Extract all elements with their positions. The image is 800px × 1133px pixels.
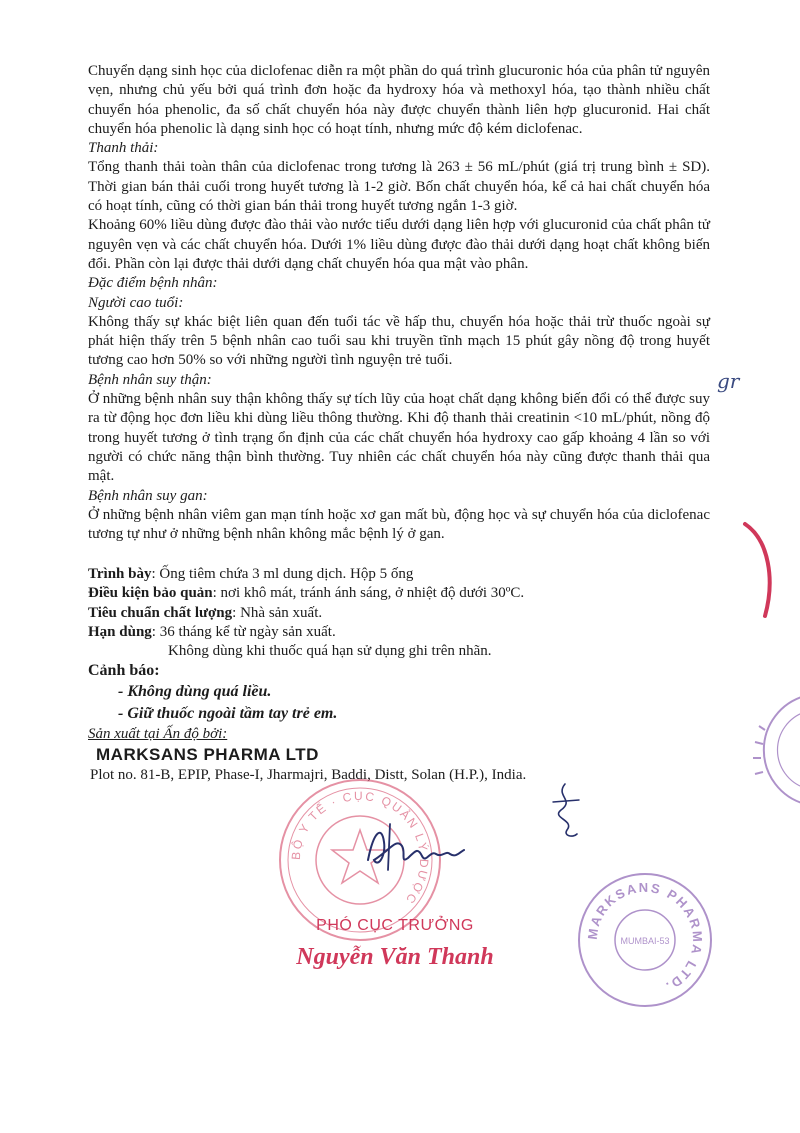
paragraph-renal-impairment: Ở những bệnh nhân suy thận không thấy sự tích lũy của hoạt chất dạng không biến đổi có thể được suy ra từ động học đơn liều khi dùng liều thông thường. Khi độ thanh thải creatinin <10 mL/phút, nồng độ trong huyết tương ở tình trạng ổn định của các chất chuyển hóa hydroxy cao gấp khoảng 4 lần so với người có chức năng thận bình thường. Tuy nhiên các chất chuyển hóa này cũng được thanh thải qua mật. xyxy=(88,391,710,485)
paragraph-total-clearance: Tổng thanh thải toàn thân của diclofenac trong tương là 263 ± 56 mL/phút (giá trị trung bình ± SD). Thời gian bán thải cuối trong huyết tương là 1-2 giờ. Bốn chất chuyển hóa, kể cả hai chất chuyển hóa có hoạt tính, cũng có thời gian bán thải trong huyết tương ngắn 1-3 giờ. xyxy=(88,159,710,215)
margin-note-icon xyxy=(715,368,755,394)
manufacturer-label: Sản xuất tại Ấn độ bởi: xyxy=(88,725,228,742)
heading-patient-characteristics: Đặc điểm bệnh nhân: xyxy=(88,275,218,292)
expiry-note: Không dùng khi thuốc quá hạn sử dụng ghi trên nhãn. xyxy=(168,643,492,660)
company-stamp-center: MUMBAI-53 xyxy=(620,936,670,946)
company-stamp-text: MARKSANS PHARMA LTD. xyxy=(584,879,706,996)
heading-elderly: Người cao tuổi: xyxy=(88,294,184,311)
expiry-label: Hạn dùng xyxy=(88,623,152,640)
company-stamp-icon xyxy=(575,870,715,1010)
margin-note-text: gr xyxy=(717,369,740,393)
heading-hepatic-impairment: Bệnh nhân suy gan: xyxy=(88,487,208,504)
expiry-row xyxy=(88,623,710,642)
paragraph-elderly: Không thấy sự khác biệt liên quan đến tuổi tác về hấp thu, chuyển hóa hoặc thải trừ thuốc ngoài sự phát hiện thấy trên 5 bệnh nhân cao tuổi sau khi truyền tĩnh mạch 15 phút gây nồng độ trong huyết tương cao hơn 50% so với những người tình nguyện trẻ tuổi. xyxy=(88,313,710,369)
paragraph-elimination: Khoảng 60% liều dùng được đào thải vào nước tiểu dưới dạng liên hợp với glucuronid của chất phân tử nguyên vẹn và các chất chuyển hóa. Dưới 1% liều dùng được đào thải dưới dạng hoạt chất không biến đổi. Phần còn lại được thải dưới dạng chất chuyển hóa qua mật vào phân. xyxy=(88,217,710,272)
pharmacokinetics-section xyxy=(88,62,710,544)
quality-label: Tiêu chuẩn chất lượng xyxy=(88,604,233,621)
presentation-label: Trình bày xyxy=(88,566,152,582)
edge-stamp-icon xyxy=(735,690,800,810)
quality-value: : Nhà sản xuất. xyxy=(232,604,323,621)
quality-row xyxy=(88,604,710,623)
paragraph-biotransformation: Chuyển dạng sinh học của diclofenac diễn ra một phần do quá trình glucuronic hóa của phân tử nguyên vẹn, nhưng chủ yếu bởi quá trình đơn hoặc đa hydroxy hóa và methoxyl hóa, tạo thành nhiều chất chuyển hóa phenolic, đa số chất chuyển hóa này được chuyển thành liên hợp glucuronid. Hai chất chuyển hóa phenolic là dạng sinh học có hoạt tính, nhưng mức độ kém diclofenac. xyxy=(88,63,710,137)
approver-name: Nguyễn Văn Thanh xyxy=(296,944,494,970)
storage-value: : nơi khô mát, tránh ánh sáng, ở nhiệt độ dưới 30ºC. xyxy=(212,585,525,602)
paragraph-hepatic-impairment: Ở những bệnh nhân viêm gan mạn tính hoặc xơ gan mất bù, động học và sự chuyển hóa của diclofenac tương tự như ở những bệnh nhân không mắc bệnh lý ở gan. xyxy=(88,506,710,543)
heading-renal-impairment: Bệnh nhân suy thận: xyxy=(88,371,212,388)
red-edge-mark-icon xyxy=(725,520,785,620)
manufacturer-address: Plot no. 81-B, EPIP, Phase-I, Jharmajri, Baddi, Distt, Solan (H.P.), India. xyxy=(90,767,527,784)
initials-icon xyxy=(545,780,585,840)
ministry-stamp-text: BỘ Y TẾ · CỤC QUẢN LÝ DƯỢC xyxy=(288,788,432,908)
warning-item-overdose: - Không dùng quá liều. xyxy=(118,682,272,700)
manufacturer-company: MARKSANS PHARMA LTD xyxy=(96,745,319,765)
signature-icon xyxy=(360,820,470,875)
expiry-value: : 36 tháng kể từ ngày sản xuất. xyxy=(151,623,336,640)
product-info-section xyxy=(88,565,710,785)
storage-label: Điều kiện bảo quản xyxy=(88,585,213,602)
approver-title: PHÓ CỤC TRƯỞNG xyxy=(316,917,474,934)
presentation-row xyxy=(88,565,710,584)
warning-item-children: - Giữ thuốc ngoài tầm tay trẻ em. xyxy=(118,704,338,722)
presentation-value: : Ống tiêm chứa 3 ml dung dịch. Hộp 5 ống xyxy=(151,566,414,582)
warning-heading: Cảnh báo: xyxy=(88,662,160,680)
storage-row xyxy=(88,584,710,603)
heading-clearance: Thanh thải: xyxy=(88,140,159,157)
